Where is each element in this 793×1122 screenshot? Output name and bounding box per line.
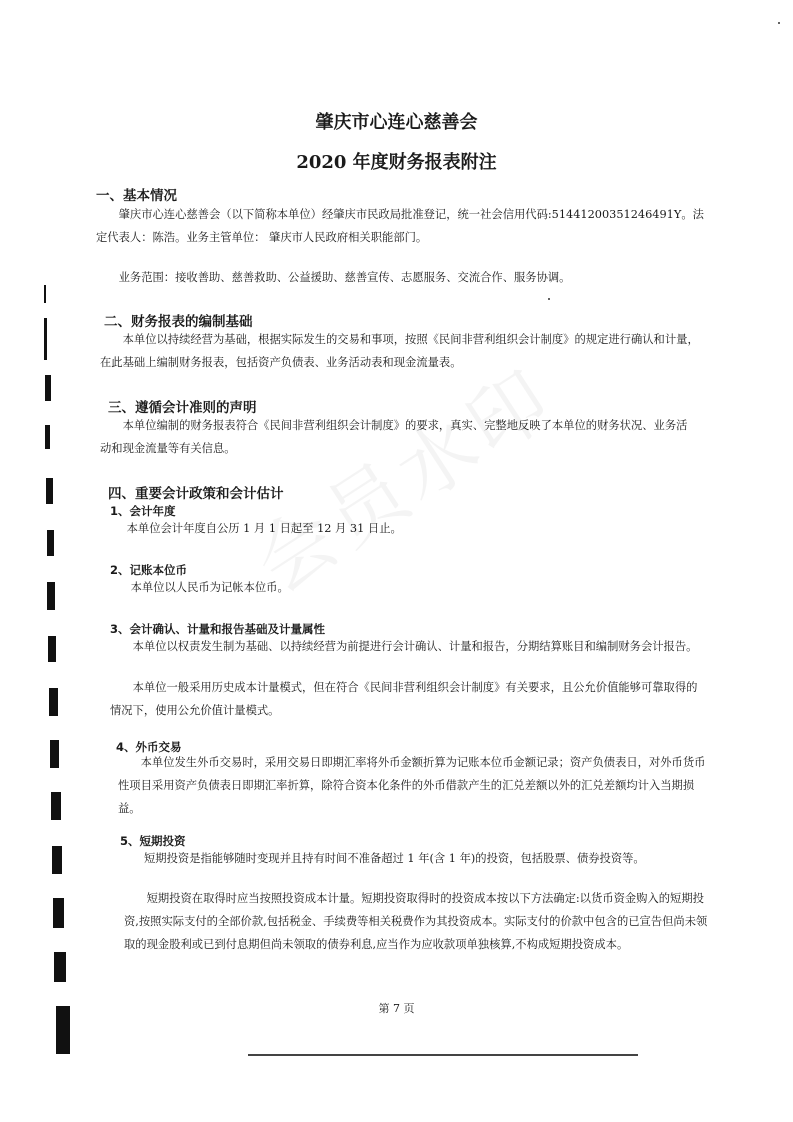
subsection-heading: 3、会计确认、计量和报告基础及计量属性: [110, 622, 325, 636]
paragraph-line: 本单位以持续经营为基础，根据实际发生的交易和事项，按照《民间非营利组织会计制度》的规定进行确认和计量，: [122, 333, 699, 346]
binding-hole: [46, 478, 53, 504]
paragraph: [96, 203, 704, 249]
watermark: [230, 337, 573, 614]
document-title: 肇庆市心连心慈善会: [315, 112, 478, 133]
document-subtitle: 2020 年度财务报表附注: [296, 152, 497, 173]
paragraph-line: 动和现金流量等有关信息。: [100, 442, 236, 455]
paragraph-line: 本单位编制的财务报表符合《民间非营利组织会计制度》的要求，真实、完整地反映了本单位的财务状况、业务活: [122, 419, 688, 432]
binding-hole: [49, 688, 58, 716]
paragraph: [110, 635, 698, 658]
binding-hole: [50, 740, 59, 768]
section-heading: 三、遵循会计准则的声明: [108, 400, 257, 416]
paragraph-line: 资,按照实际支付的全部价款,包括税金、手续费等相关税费作为其投资成本。实际支付的价款中包含的已宣告但尚未领: [124, 915, 708, 928]
binding-hole: [47, 530, 54, 556]
binding-hole: [51, 792, 61, 820]
binding-hole: [53, 898, 64, 928]
paragraph-line: 情况下，使用公允价值计量模式。: [110, 704, 280, 717]
paragraph: [108, 576, 686, 599]
paragraph-line: 本单位发生外币交易时，采用交易日即期汇率将外币金额折算为记账本位币金额记录；资产负债表日，对外币货币: [140, 756, 706, 769]
binding-hole: [54, 952, 66, 982]
footer-rule: [248, 1054, 638, 1056]
binding-hole: [44, 318, 47, 360]
paragraph-line: 性项目采用资产负债表日即期汇率折算，除符合资本化条件的外币借款产生的汇兑差额以外的汇兑差额均计入当期损: [118, 779, 695, 792]
paragraph: [100, 328, 699, 374]
paragraph-line: 业务范围：接收善助、慈善救助、公益援助、慈善宣传、志愿服务、交流合作、服务协调。: [118, 271, 571, 284]
paragraph-line: 定代表人：陈浩。业务主管单位： 肇庆市人民政府相关职能部门。: [96, 231, 428, 244]
binding-hole: [45, 425, 50, 449]
section-heading: 一、基本情况: [96, 188, 177, 204]
paragraph: [104, 517, 682, 540]
paragraph: [110, 676, 698, 722]
paragraph-line: 本单位一般采用历史成本计量模式，但在符合《民间非营利组织会计制度》有关要求，且公允价值能够可靠取得的: [132, 681, 698, 694]
scan-speck: [548, 298, 550, 300]
paragraph: [100, 414, 688, 460]
paragraph: [96, 266, 674, 289]
binding-hole: [44, 285, 46, 303]
paragraph-line: 本单位会计年度自公历 1 月 1 日起至 12 月 31 日止。: [126, 522, 402, 535]
binding-hole: [47, 582, 55, 610]
paragraph-line: 本单位以人民币为记帐本位币。: [130, 581, 289, 594]
paragraph-line: 益。: [118, 802, 141, 815]
page-number: 第 7 页: [378, 1002, 415, 1015]
section-heading: 二、财务报表的编制基础: [104, 314, 253, 330]
subsection-heading: 5、短期投资: [120, 834, 186, 848]
paragraph: [124, 887, 708, 956]
paragraph-line: 取的现金股利或已到付息期但尚未领取的债券利息,应当作为应收款项单独核算,不构成短期投资成本。: [124, 938, 629, 951]
paragraph-line: 在此基础上编制财务报表，包括资产负债表、业务活动表和现金流量表。: [100, 356, 462, 369]
binding-hole: [52, 846, 62, 874]
paragraph-line: 短期投资在取得时应当按照投资成本计量。短期投资取得时的投资成本按以下方法确定:以货币资金购入的短期投: [146, 892, 704, 905]
subsection-heading: 1、会计年度: [110, 504, 176, 518]
binding-hole: [48, 636, 56, 662]
subsection-heading: 2、记账本位币: [110, 563, 188, 577]
section-heading: 四、重要会计政策和会计估计: [108, 486, 284, 502]
paragraph-line: 肇庆市心连心慈善会（以下简称本单位）经肇庆市民政局批准登记，统一社会信用代码:51441200351246491Y。法: [118, 208, 704, 221]
paragraph-line: 本单位以权责发生制为基础、以持续经营为前提进行会计确认、计量和报告，分期结算账目和编制财务会计报告。: [132, 640, 698, 653]
paragraph-line: 短期投资是指能够随时变现并且持有时间不准备超过 1 年(含 1 年)的投资，包括股票、债券投资等。: [144, 852, 645, 865]
subsection-heading: 4、外币交易: [116, 740, 182, 754]
scan-speck: [778, 22, 780, 24]
binding-hole: [45, 375, 51, 401]
paragraph: [118, 751, 706, 820]
paragraph: [144, 847, 722, 870]
